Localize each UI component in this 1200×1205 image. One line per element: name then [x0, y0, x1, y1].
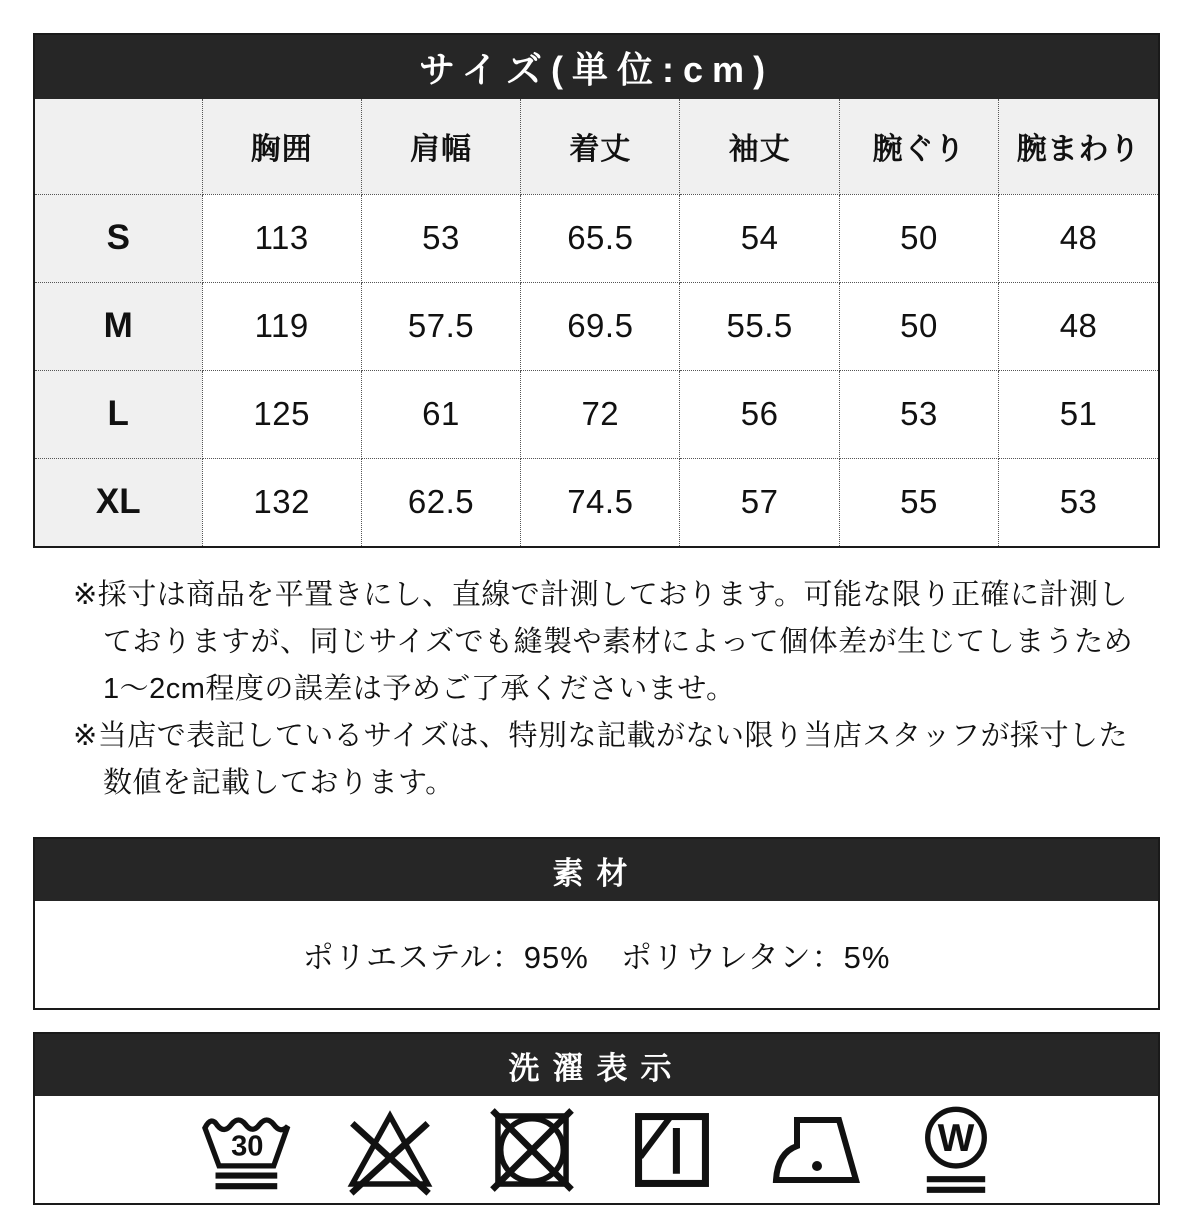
care-section	[33, 1032, 1160, 1205]
do-not-bleach-icon	[344, 1104, 436, 1196]
value-cell: 54	[680, 194, 839, 282]
value-cell: 65.5	[521, 194, 680, 282]
column-header-sleeve: 袖丈	[680, 99, 839, 194]
value-cell: 57	[680, 458, 839, 546]
value-cell: 125	[202, 370, 361, 458]
table-row-s	[35, 194, 1158, 282]
wet-cleaning-very-gentle-icon	[916, 1104, 996, 1196]
column-header-shoulder: 肩幅	[361, 99, 520, 194]
value-cell: 57.5	[361, 282, 520, 370]
size-section	[33, 33, 1160, 548]
size-label-s: S	[35, 194, 202, 282]
corner-cell	[35, 99, 202, 194]
care-title-text: 洗濯表示	[508, 1050, 685, 1086]
value-cell: 53	[361, 194, 520, 282]
staff-measured-note	[73, 713, 1160, 807]
measurement-note	[73, 572, 1160, 713]
value-cell: 113	[202, 194, 361, 282]
column-header-armhole: 腕ぐり	[839, 99, 998, 194]
size-table	[35, 99, 1158, 546]
value-cell: 53	[999, 458, 1158, 546]
value-cell: 62.5	[361, 458, 520, 546]
note-line: 1〜2cm程度の誤差は予めご了承くださいませ。	[103, 673, 736, 705]
size-section-title	[35, 35, 1158, 99]
value-cell: 55.5	[680, 282, 839, 370]
value-cell: 74.5	[521, 458, 680, 546]
value-cell: 56	[680, 370, 839, 458]
column-header-arm-circumference: 腕まわり	[999, 99, 1158, 194]
do-not-tumble-dry-icon	[486, 1104, 578, 1196]
table-row-m	[35, 282, 1158, 370]
notes	[73, 572, 1160, 807]
line-dry-in-shade-icon	[628, 1104, 716, 1196]
care-symbols-row	[35, 1096, 1158, 1203]
value-cell: 51	[999, 370, 1158, 458]
material-content	[35, 901, 1158, 1008]
size-label-xl: XL	[35, 458, 202, 546]
note-line: ※採寸は商品を平置きにし、直線で計測しております。可能な限り正確に計測し	[73, 579, 1128, 611]
size-label-l: L	[35, 370, 202, 458]
value-cell: 50	[839, 194, 998, 282]
material-composition-text: ポリエステル：95% ポリウレタン：5%	[302, 940, 891, 975]
table-row-l	[35, 370, 1158, 458]
value-cell: 61	[361, 370, 520, 458]
value-cell: 119	[202, 282, 361, 370]
table-row-xl	[35, 458, 1158, 546]
care-section-title	[35, 1034, 1158, 1096]
value-cell: 53	[839, 370, 998, 458]
value-cell: 55	[839, 458, 998, 546]
value-cell: 48	[999, 282, 1158, 370]
material-section	[33, 837, 1160, 1010]
column-header-length: 着丈	[521, 99, 680, 194]
size-table-header-row	[35, 99, 1158, 194]
value-cell: 50	[839, 282, 998, 370]
material-section-title	[35, 839, 1158, 901]
size-title-text: サイズ(単位:cm)	[418, 48, 775, 90]
wash-30-very-gentle-icon	[197, 1104, 294, 1196]
value-cell: 72	[521, 370, 680, 458]
wet-clean-letter: W	[937, 1116, 975, 1160]
note-line: ておりますが、同じサイズでも縫製や素材によって個体差が生じてしまうため	[103, 626, 1134, 658]
iron-low-heat-icon	[766, 1107, 866, 1193]
wash-temperature-label: 30	[231, 1129, 264, 1162]
size-label-m: M	[35, 282, 202, 370]
value-cell: 48	[999, 194, 1158, 282]
value-cell: 69.5	[521, 282, 680, 370]
note-line: ※当店で表記しているサイズは、特別な記載がない限り当店スタッフが採寸した	[73, 720, 1128, 752]
material-title-text: 素材	[552, 855, 641, 891]
note-line: 数値を記載しております。	[103, 767, 455, 799]
value-cell: 132	[202, 458, 361, 546]
page-content	[33, 0, 1160, 1205]
column-header-chest: 胸囲	[202, 99, 361, 194]
